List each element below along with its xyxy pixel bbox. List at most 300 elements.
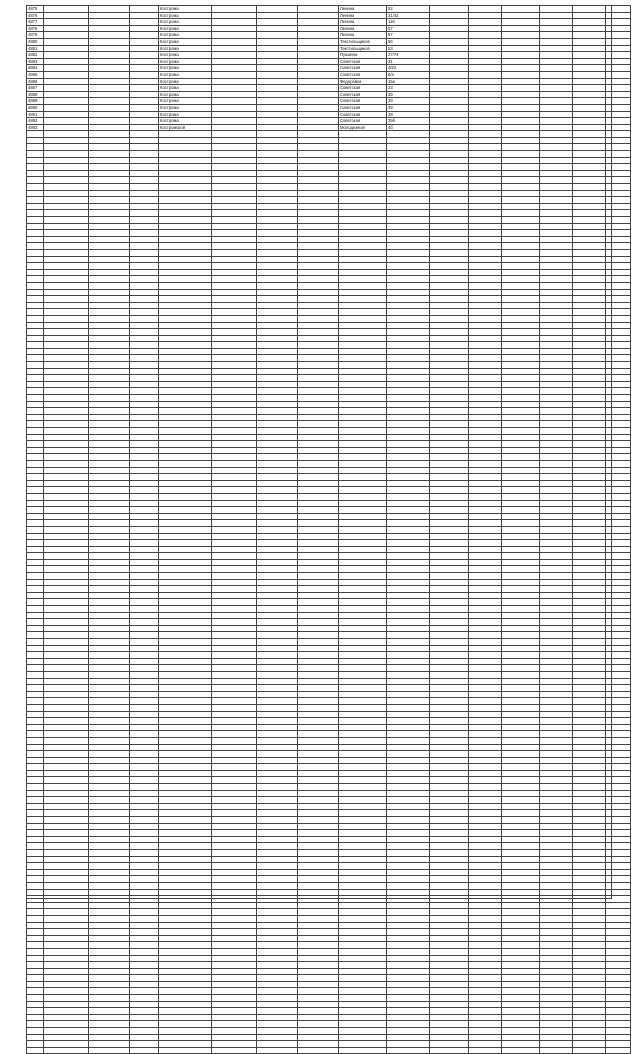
table-cell: 4875 — [27, 6, 44, 13]
table-cell — [44, 302, 89, 309]
table-cell — [573, 718, 606, 725]
table-row — [27, 190, 631, 197]
table-cell — [257, 32, 298, 39]
table-cell — [44, 1021, 89, 1028]
table-cell — [387, 1047, 430, 1054]
table-cell — [212, 625, 257, 632]
table-cell — [44, 1008, 89, 1015]
table-cell — [130, 184, 159, 191]
table-cell — [540, 988, 573, 995]
table-cell — [44, 342, 89, 349]
table-cell — [257, 777, 298, 784]
table-cell — [573, 513, 606, 520]
table-cell — [212, 335, 257, 342]
table-cell — [130, 500, 159, 507]
table-cell — [469, 817, 502, 824]
table-cell — [469, 830, 502, 837]
table-cell — [502, 718, 540, 725]
table-cell — [212, 777, 257, 784]
table-cell — [573, 1021, 606, 1028]
table-cell — [606, 922, 631, 929]
table-cell — [469, 579, 502, 586]
table-row — [27, 296, 631, 303]
table-cell — [212, 500, 257, 507]
table-cell — [257, 790, 298, 797]
table-cell — [89, 836, 130, 843]
table-cell — [212, 540, 257, 547]
table-cell — [502, 381, 540, 388]
table-cell — [89, 962, 130, 969]
table-row — [27, 355, 631, 362]
table-cell — [469, 909, 502, 916]
table-cell — [257, 830, 298, 837]
table-cell — [469, 184, 502, 191]
table-cell — [430, 249, 469, 256]
table-cell — [159, 546, 212, 553]
table-cell — [469, 751, 502, 758]
table-cell — [606, 98, 631, 105]
table-cell — [430, 942, 469, 949]
table-cell — [573, 559, 606, 566]
table-cell — [44, 533, 89, 540]
table-cell — [540, 685, 573, 692]
table-cell — [502, 784, 540, 791]
table-cell: 15а — [387, 78, 430, 85]
table-cell — [159, 230, 212, 237]
table-cell — [212, 704, 257, 711]
table-cell — [606, 566, 631, 573]
table-cell — [159, 612, 212, 619]
table-cell — [44, 797, 89, 804]
table-cell — [430, 526, 469, 533]
table-cell — [502, 645, 540, 652]
table-cell — [540, 896, 573, 903]
table-cell — [339, 678, 387, 685]
table-cell — [89, 315, 130, 322]
table-cell — [212, 375, 257, 382]
table-cell — [387, 704, 430, 711]
table-cell — [298, 546, 339, 553]
table-cell — [339, 520, 387, 527]
table-cell: 4879 — [27, 32, 44, 39]
table-cell — [89, 850, 130, 857]
table-cell — [212, 1001, 257, 1008]
table-cell — [606, 111, 631, 118]
table-cell — [540, 955, 573, 962]
table-cell — [27, 460, 44, 467]
table-cell — [606, 184, 631, 191]
table-cell — [212, 249, 257, 256]
table-cell — [540, 256, 573, 263]
table-cell — [502, 625, 540, 632]
table-cell — [469, 1034, 502, 1041]
table-cell — [27, 948, 44, 955]
table-cell — [387, 777, 430, 784]
table-cell — [387, 948, 430, 955]
table-row — [27, 19, 631, 26]
table-cell — [130, 882, 159, 889]
table-cell — [606, 32, 631, 39]
table-row — [27, 362, 631, 369]
table-cell — [502, 487, 540, 494]
table-cell — [89, 460, 130, 467]
table-cell — [212, 322, 257, 329]
table-cell — [89, 230, 130, 237]
table-cell — [212, 45, 257, 52]
table-cell — [44, 454, 89, 461]
table-cell — [89, 553, 130, 560]
table-cell — [44, 118, 89, 125]
table-cell — [502, 882, 540, 889]
table-cell — [430, 962, 469, 969]
table-cell: Советская — [339, 71, 387, 78]
table-cell — [430, 810, 469, 817]
table-row — [27, 1047, 631, 1054]
table-cell — [130, 118, 159, 125]
table-cell — [573, 619, 606, 626]
table-cell — [573, 111, 606, 118]
table-cell — [573, 184, 606, 191]
table-cell — [130, 896, 159, 903]
table-cell — [606, 230, 631, 237]
table-cell — [606, 45, 631, 52]
table-cell — [27, 909, 44, 916]
table-cell — [212, 1028, 257, 1035]
table-cell — [130, 942, 159, 949]
table-cell — [130, 45, 159, 52]
table-cell — [298, 935, 339, 942]
table-cell — [257, 223, 298, 230]
table-cell — [89, 1041, 130, 1048]
table-cell — [44, 414, 89, 421]
table-cell — [130, 487, 159, 494]
table-cell — [339, 533, 387, 540]
table-cell — [27, 1021, 44, 1028]
table-cell — [27, 592, 44, 599]
table-cell — [469, 368, 502, 375]
table-cell — [159, 315, 212, 322]
table-cell — [573, 1001, 606, 1008]
table-cell — [212, 639, 257, 646]
table-cell — [298, 955, 339, 962]
table-cell — [573, 493, 606, 500]
table-cell — [44, 685, 89, 692]
table-cell — [298, 843, 339, 850]
table-cell — [339, 454, 387, 461]
table-cell — [130, 434, 159, 441]
table-cell — [469, 540, 502, 547]
table-cell — [27, 302, 44, 309]
table-cell — [387, 362, 430, 369]
table-cell — [540, 625, 573, 632]
table-row — [27, 1008, 631, 1015]
table-cell — [502, 652, 540, 659]
table-cell — [298, 520, 339, 527]
table-cell — [27, 164, 44, 171]
table-cell — [257, 236, 298, 243]
table-cell — [540, 566, 573, 573]
table-cell: 6/а — [387, 71, 430, 78]
table-cell — [212, 553, 257, 560]
table-cell — [212, 210, 257, 217]
table-row — [27, 289, 631, 296]
table-cell — [606, 421, 631, 428]
table-cell — [540, 962, 573, 969]
table-cell — [430, 1001, 469, 1008]
table-cell — [469, 981, 502, 988]
table-cell — [89, 797, 130, 804]
table-cell — [469, 164, 502, 171]
table-cell — [606, 256, 631, 263]
table-cell — [469, 6, 502, 13]
table-cell — [430, 1028, 469, 1035]
table-cell — [430, 85, 469, 92]
table-cell — [502, 493, 540, 500]
table-cell — [339, 1041, 387, 1048]
table-cell — [387, 144, 430, 151]
table-cell — [159, 915, 212, 922]
table-cell — [257, 1047, 298, 1054]
table-cell — [298, 467, 339, 474]
table-cell — [27, 249, 44, 256]
table-cell — [387, 348, 430, 355]
table-cell: Советская — [339, 111, 387, 118]
table-cell — [159, 652, 212, 659]
table-row — [27, 704, 631, 711]
table-cell — [339, 948, 387, 955]
table-cell — [89, 698, 130, 705]
table-cell — [387, 223, 430, 230]
table-cell — [430, 243, 469, 250]
table-cell — [502, 85, 540, 92]
table-cell — [298, 711, 339, 718]
table-cell — [257, 751, 298, 758]
table-row — [27, 170, 631, 177]
table-cell — [430, 65, 469, 72]
table-cell — [502, 104, 540, 111]
table-cell — [130, 322, 159, 329]
table-cell — [27, 243, 44, 250]
table-cell — [212, 434, 257, 441]
table-row — [27, 757, 631, 764]
table-cell — [89, 1047, 130, 1054]
table-cell — [130, 803, 159, 810]
table-cell — [257, 414, 298, 421]
table-cell — [606, 704, 631, 711]
table-cell — [606, 315, 631, 322]
table-cell — [212, 718, 257, 725]
table-cell — [257, 184, 298, 191]
table-cell — [27, 823, 44, 830]
table-cell — [502, 1014, 540, 1021]
table-cell — [27, 447, 44, 454]
table-cell — [339, 764, 387, 771]
table-cell — [44, 777, 89, 784]
table-cell: 4886 — [27, 78, 44, 85]
table-cell — [573, 151, 606, 158]
table-cell — [257, 579, 298, 586]
table-cell — [298, 428, 339, 435]
table-cell — [212, 645, 257, 652]
table-cell — [130, 144, 159, 151]
table-cell — [298, 210, 339, 217]
table-cell — [502, 988, 540, 995]
table-cell — [540, 447, 573, 454]
table-cell — [606, 38, 631, 45]
table-cell — [540, 1034, 573, 1041]
table-cell — [257, 599, 298, 606]
table-cell — [502, 968, 540, 975]
table-cell — [339, 190, 387, 197]
table-cell — [130, 929, 159, 936]
table-cell — [212, 586, 257, 593]
table-cell — [469, 691, 502, 698]
table-cell — [257, 329, 298, 336]
table-cell — [502, 151, 540, 158]
table-cell: 31 — [387, 58, 430, 65]
table-cell — [573, 586, 606, 593]
table-cell — [298, 111, 339, 118]
table-cell — [573, 256, 606, 263]
table-cell — [159, 691, 212, 698]
table-cell — [606, 592, 631, 599]
table-cell — [540, 784, 573, 791]
table-cell — [298, 869, 339, 876]
table-cell — [212, 566, 257, 573]
table-cell — [298, 540, 339, 547]
table-cell — [298, 302, 339, 309]
table-cell — [27, 408, 44, 415]
table-cell — [89, 25, 130, 32]
table-cell — [573, 665, 606, 672]
table-cell — [573, 915, 606, 922]
table-cell — [298, 164, 339, 171]
table-cell — [257, 467, 298, 474]
table-cell — [212, 889, 257, 896]
table-cell — [159, 342, 212, 349]
table-cell — [502, 190, 540, 197]
table-cell — [469, 276, 502, 283]
table-cell — [159, 131, 212, 138]
table-cell — [540, 428, 573, 435]
table-cell — [430, 335, 469, 342]
table-cell — [257, 513, 298, 520]
table-cell — [540, 757, 573, 764]
table-cell — [257, 38, 298, 45]
table-cell — [44, 691, 89, 698]
table-cell — [502, 263, 540, 270]
table-cell — [430, 698, 469, 705]
table-cell — [298, 151, 339, 158]
table-row — [27, 6, 631, 13]
table-cell — [502, 619, 540, 626]
table-cell — [257, 685, 298, 692]
table-cell — [298, 909, 339, 916]
table-cell — [540, 599, 573, 606]
table-cell — [387, 1021, 430, 1028]
table-cell — [89, 421, 130, 428]
table-cell — [540, 1008, 573, 1015]
table-cell — [606, 1021, 631, 1028]
table-cell — [27, 335, 44, 342]
table-cell — [212, 474, 257, 481]
table-cell — [27, 282, 44, 289]
table-cell — [298, 817, 339, 824]
table-cell — [469, 586, 502, 593]
table-cell — [540, 579, 573, 586]
table-cell — [130, 256, 159, 263]
table-cell — [159, 995, 212, 1002]
table-cell — [159, 658, 212, 665]
table-cell — [430, 968, 469, 975]
table-row — [27, 566, 631, 573]
table-cell — [606, 790, 631, 797]
table-cell — [27, 1001, 44, 1008]
table-cell — [89, 784, 130, 791]
table-cell — [212, 737, 257, 744]
table-cell — [27, 520, 44, 527]
table-cell — [606, 1008, 631, 1015]
table-cell — [44, 210, 89, 217]
table-cell — [89, 586, 130, 593]
table-cell — [130, 170, 159, 177]
table-cell — [430, 856, 469, 863]
table-cell: 116 — [387, 19, 430, 26]
table-cell — [469, 507, 502, 514]
table-cell — [89, 289, 130, 296]
table-cell — [89, 1001, 130, 1008]
table-cell — [130, 421, 159, 428]
table-cell — [606, 843, 631, 850]
table-cell — [573, 1008, 606, 1015]
table-cell — [130, 269, 159, 276]
table-cell — [212, 619, 257, 626]
table-cell — [606, 144, 631, 151]
table-cell — [387, 606, 430, 613]
table-cell — [130, 460, 159, 467]
table-cell — [257, 625, 298, 632]
table-cell — [540, 184, 573, 191]
table-cell — [159, 843, 212, 850]
table-cell — [257, 876, 298, 883]
table-cell — [502, 665, 540, 672]
table-cell — [387, 685, 430, 692]
table-cell — [159, 1047, 212, 1054]
table-cell — [44, 500, 89, 507]
table-cell — [89, 322, 130, 329]
table-cell — [212, 368, 257, 375]
table-row — [27, 902, 631, 909]
table-cell — [387, 375, 430, 382]
table-cell — [339, 691, 387, 698]
table-cell — [27, 197, 44, 204]
table-cell — [212, 817, 257, 824]
table-cell — [502, 269, 540, 276]
table-cell — [573, 658, 606, 665]
table-cell — [44, 744, 89, 751]
table-cell — [130, 401, 159, 408]
table-cell — [130, 408, 159, 415]
table-cell — [540, 586, 573, 593]
table-cell — [159, 553, 212, 560]
table-cell — [130, 32, 159, 39]
table-cell — [130, 586, 159, 593]
table-cell: 4876 — [27, 12, 44, 19]
table-cell — [430, 38, 469, 45]
table-cell — [573, 1041, 606, 1048]
table-cell — [387, 632, 430, 639]
table-cell: Кострома — [159, 52, 212, 59]
